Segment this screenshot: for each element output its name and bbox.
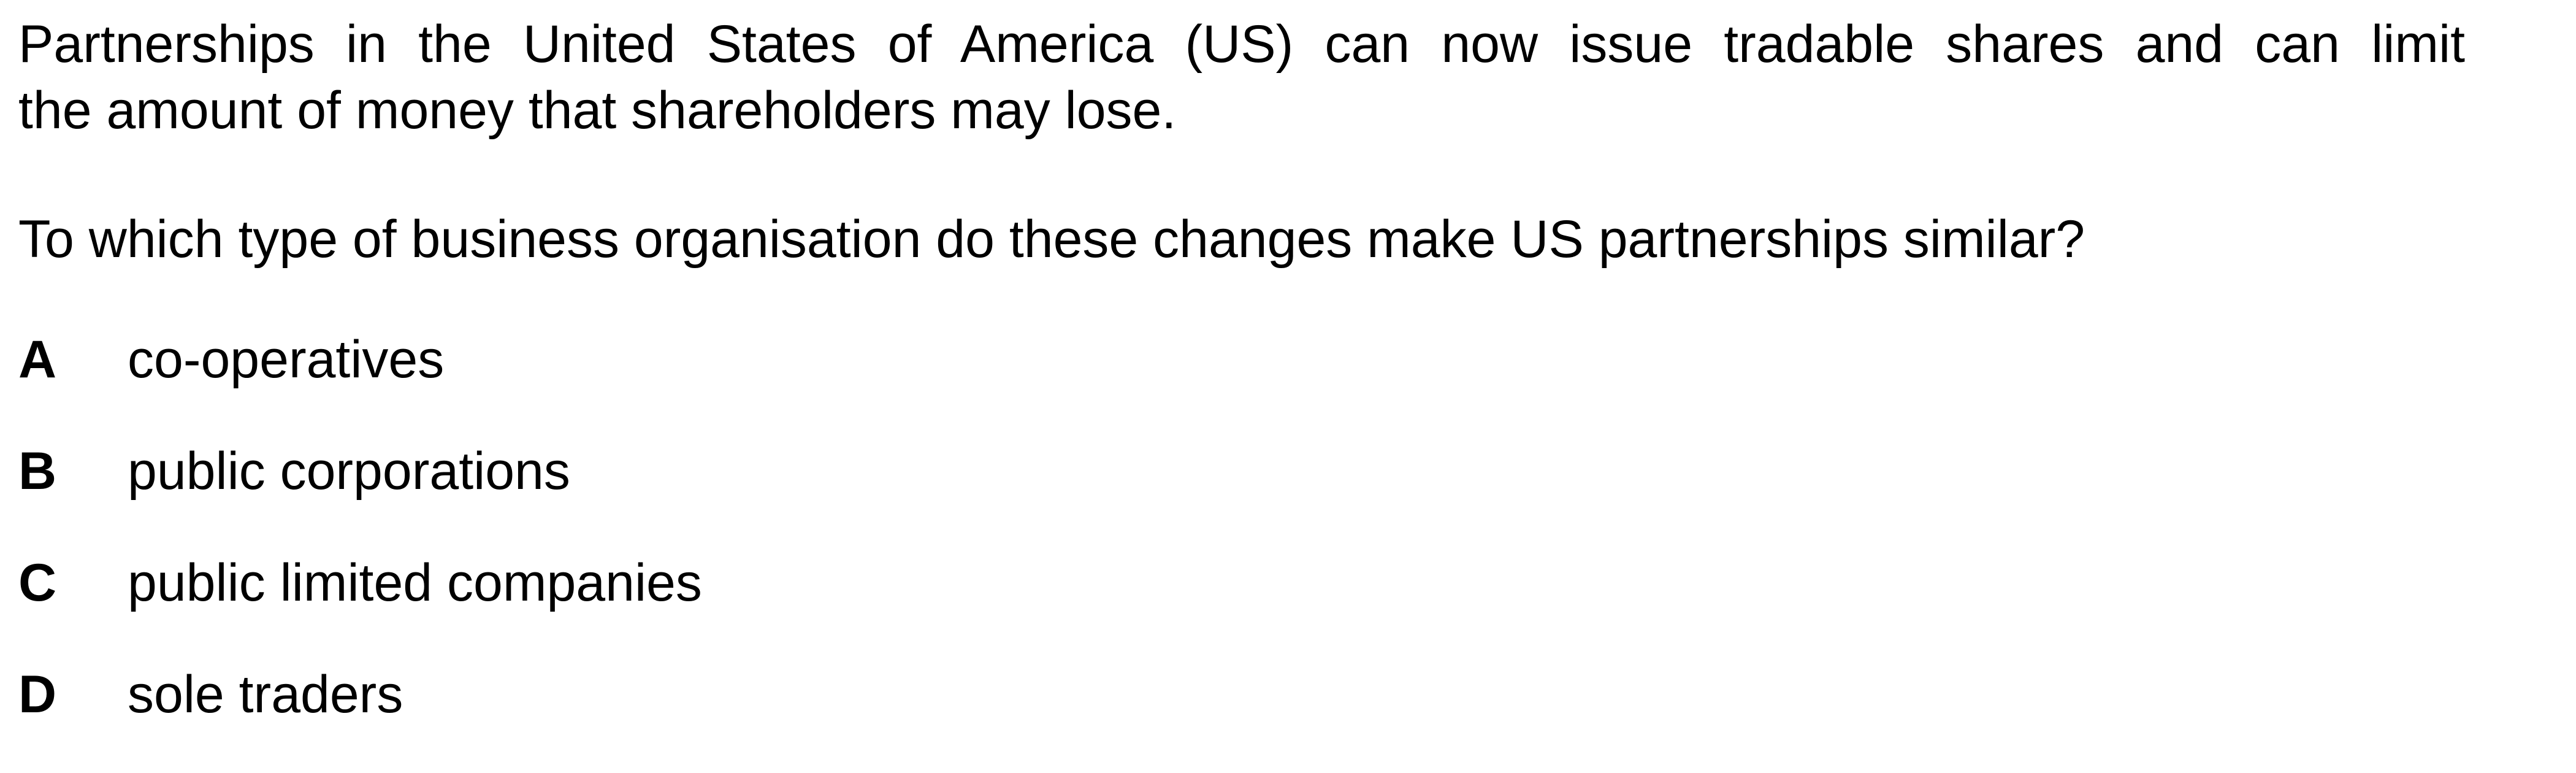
option-c[interactable]: [18, 550, 702, 661]
question-prompt: To which type of business organisation do these changes make US partnerships similar?: [18, 210, 2085, 269]
option-letter: A: [18, 330, 57, 389]
option-letter: D: [18, 665, 57, 724]
option-a[interactable]: [18, 326, 702, 438]
option-b[interactable]: [18, 438, 702, 550]
option-text: co-operatives: [128, 330, 445, 389]
option-letter: C: [18, 553, 57, 612]
option-text: public corporations: [128, 442, 570, 501]
stem-line-1: Partnerships in the United States of America (US) can now issue tradable shares and can limit: [18, 15, 2465, 74]
answer-options: [18, 326, 702, 773]
question-stem: [18, 11, 2465, 144]
option-text: public limited companies: [128, 553, 702, 612]
stem-line-2: the amount of money that shareholders may lose.: [18, 81, 1177, 140]
option-d[interactable]: [18, 661, 702, 773]
option-text: sole traders: [128, 665, 403, 724]
option-letter: B: [18, 442, 57, 501]
